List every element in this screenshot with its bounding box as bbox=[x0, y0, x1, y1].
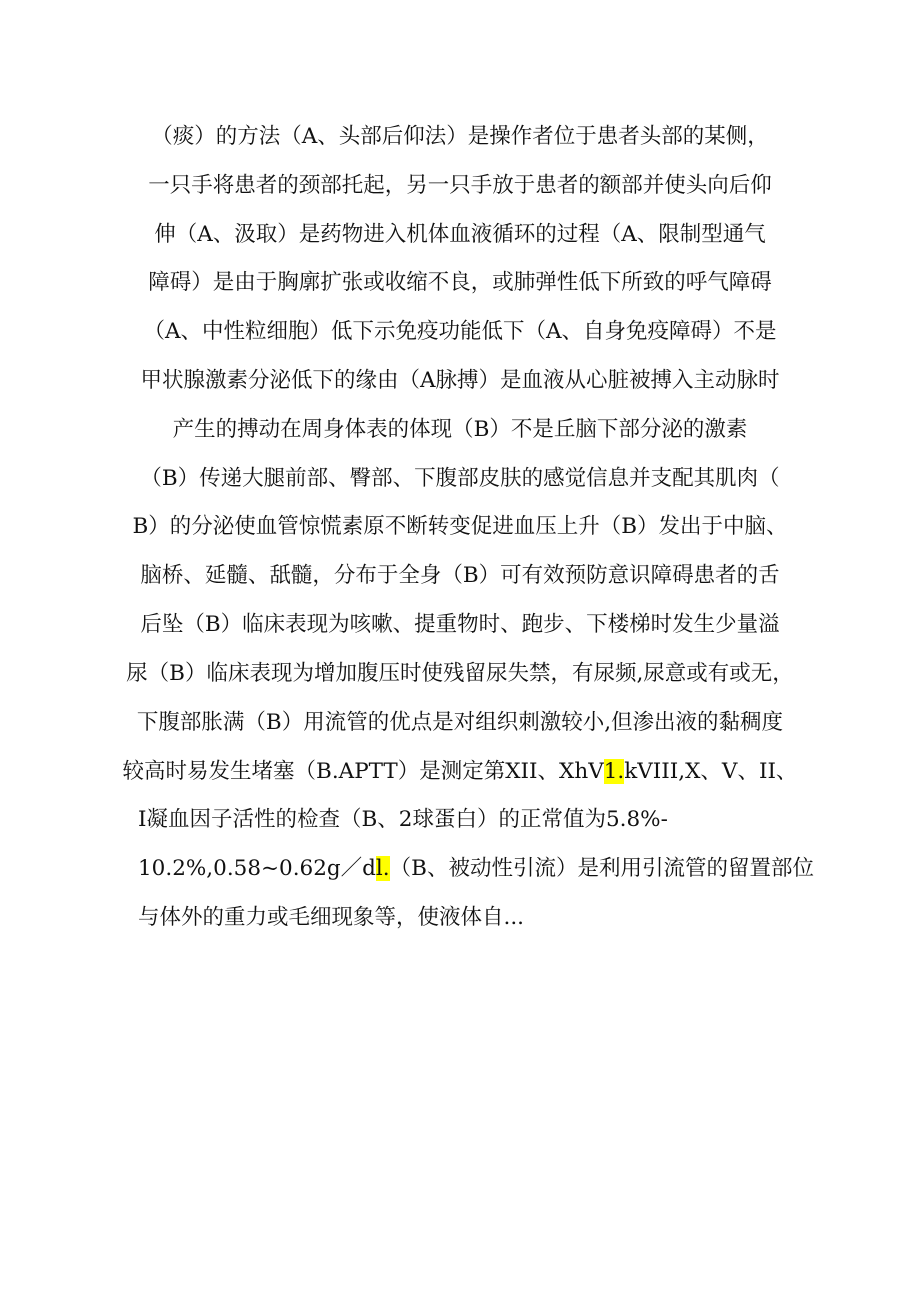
text-line-7: 产生的搏动在周身体表的体现（B）不是丘脑下部分泌的激素 bbox=[172, 417, 748, 442]
text-line-5: （A、中性粒细胞）低下示免疫功能低下（A、自身免疫障碍）不是 bbox=[143, 319, 777, 344]
text-line-11: 后坠（B）临床表现为咳嗽、提重物时、跑步、下楼梯时发生少量溢 bbox=[140, 612, 780, 637]
text-line-2: 一只手将患者的颈部托起，另一只手放于患者的额部并使头向后仰 bbox=[148, 173, 772, 198]
text-line-16 bbox=[138, 854, 858, 884]
text-line-1: （痰）的方法（A、头部后仰法）是操作者位于患者头部的某侧， bbox=[151, 124, 769, 149]
text-line-6: 甲状腺激素分泌低下的缘由（A脉搏）是血液从心脏被搏入主动脉时 bbox=[140, 368, 780, 393]
text-line-15: I凝血因子活性的检查（B、2球蛋白）的正常值为5.8%- bbox=[138, 807, 668, 832]
line-16-text-after: （B、被动性引流）是利用引流管的留置部位 bbox=[389, 856, 814, 881]
text-line-9: B）的分泌使血管惊慌素原不断转变促进血压上升（B）发出于中脑、 bbox=[132, 514, 788, 539]
text-line-12: 尿（B）临床表现为增加腹压时使残留尿失禁，有尿频,尿意或有或无， bbox=[126, 661, 794, 686]
text-line-17: 与体外的重力或毛细现象等，使液体自... bbox=[138, 905, 525, 930]
highlighted-text: l. bbox=[375, 856, 390, 881]
text-line-3: 伸（A、汲取）是药物进入机体血液循环的过程（A、限制型通气 bbox=[154, 222, 766, 247]
highlighted-text: 1. bbox=[603, 759, 625, 784]
text-line-14 bbox=[0, 757, 920, 787]
text-line-4: 障碍）是由于胸廓扩张或收缩不良，或肺弹性低下所致的呼气障碍 bbox=[148, 270, 772, 295]
text-line-13: 下腹部胀满（B）用流管的优点是对组织刺激较小,但渗出液的黏稠度 bbox=[136, 710, 784, 735]
line-16-text-before: 10.2%,0.58~0.62g／d bbox=[138, 856, 376, 881]
line-14-text-after: kVIII,X、V、II、 bbox=[624, 759, 798, 784]
text-line-8: （B）传递大腿前部、臀部、下腹部皮肤的感觉信息并支配其肌肉（ bbox=[140, 466, 780, 491]
text-line-10: 脑桥、延髓、舐髓，分布于全身（B）可有效预防意识障碍患者的舌 bbox=[140, 563, 780, 588]
line-14-text-before: 较高时易发生堵塞（B.APTT）是测定第XII、XhV bbox=[122, 759, 604, 784]
